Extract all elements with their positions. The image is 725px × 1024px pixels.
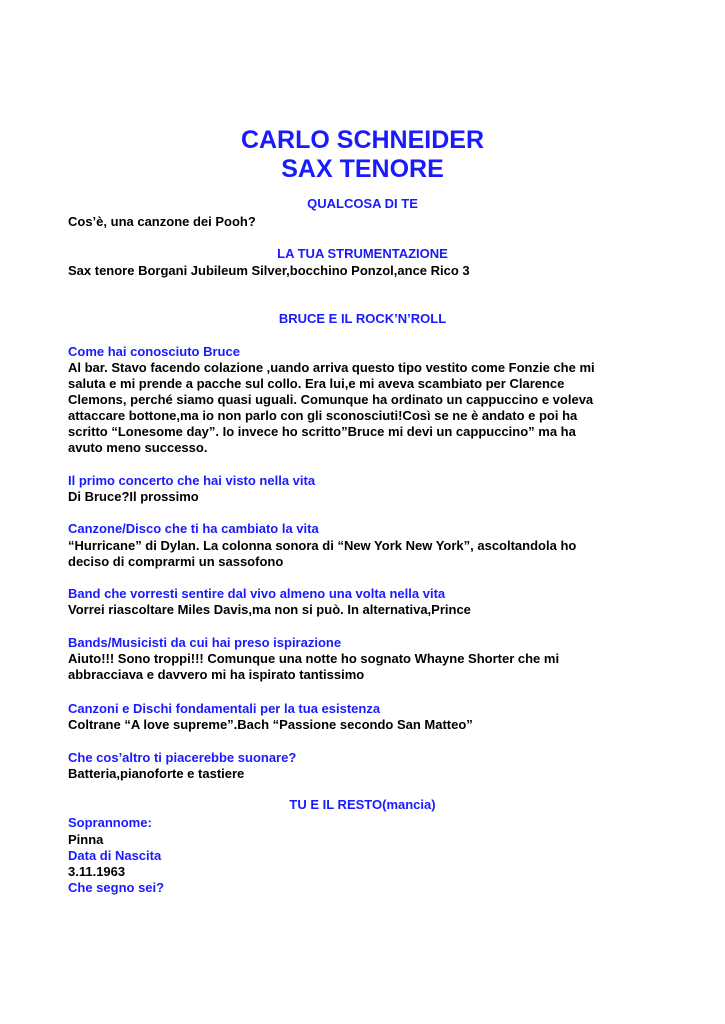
answer-4 [68, 602, 613, 618]
answer-1-line: Al bar. Stavo facendo colazione ,uando arriva questo tipo vestito come Fonzie che mi [68, 360, 595, 375]
heading-rest-sub: (mancia) [382, 797, 436, 812]
about-answer: Cos’è, una canzone dei Pooh? [68, 214, 256, 229]
answer-4-line: Vorrei riascoltare Miles Davis,ma non si può. In alternativa,Prince [68, 602, 471, 617]
question-3: Canzone/Disco che ti ha cambiato la vita [68, 521, 319, 536]
answer-5-line: Aiuto!!! Sono troppi!!! Comunque una notte ho sognato Whayne Shorter che mi [68, 651, 560, 666]
question-2: Il primo concerto che hai visto nella vita [68, 473, 316, 488]
answer-1-line: scritto “Lonesome day”. Io invece ho scritto”Bruce mi devi un cappuccino” ma ha [68, 424, 576, 439]
answer-6-line: Coltrane “A love supreme”.Bach “Passione secondo San Matteo” [68, 717, 473, 732]
answer-1 [68, 360, 613, 456]
answer-2 [68, 489, 613, 505]
gear-answer: Sax tenore Borgani Jubileum Silver,bocchino Ponzol,ance Rico 3 [68, 263, 470, 278]
sign-label: Che segno sei? [68, 880, 165, 895]
question-1: Come hai conosciuto Bruce [68, 344, 240, 359]
answer-6 [68, 717, 613, 733]
answer-3-line: “Hurricane” di Dylan. La colonna sonora di “New York New York”, ascoltandola ho [68, 538, 577, 553]
birth-label: Data di Nascita [68, 848, 162, 863]
answer-1-line: avuto meno successo. [68, 440, 208, 455]
title-instrument: SAX TENORE [281, 155, 444, 183]
nickname-label: Soprannome: [68, 815, 152, 830]
nickname-value: Pinna [68, 832, 104, 847]
heading-gear: LA TUA STRUMENTAZIONE [277, 246, 448, 261]
heading-about: QUALCOSA DI TE [307, 196, 418, 211]
answer-1-line: Clemons, perché siamo quasi uguali. Comunque ha ordinato un cappuccino e voleva [68, 392, 594, 407]
answer-1-line: attaccare bottone,ma io non parlo con gli sconosciuti!Così se ne è andato e poi ha [68, 408, 578, 423]
answer-5 [68, 651, 613, 683]
answer-3-line: deciso di comprarmi un sassofono [68, 554, 284, 569]
question-4: Band che vorresti sentire dal vivo almeno una volta nella vita [68, 586, 446, 601]
answer-7 [68, 766, 613, 782]
question-6: Canzoni e Dischi fondamentali per la tua esistenza [68, 701, 381, 716]
answer-1-line: saluta e mi prende a pacche sul collo. Era lui,e mi aveva scambiato per Clarence [68, 376, 565, 391]
question-5: Bands/Musicisti da cui hai preso ispirazione [68, 635, 342, 650]
answer-7-line: Batteria,pianoforte e tastiere [68, 766, 245, 781]
heading-rest [0, 797, 725, 813]
birth-value: 3.11.1963 [68, 864, 126, 879]
heading-bruce: BRUCE E IL ROCK’N’ROLL [278, 311, 447, 326]
title-name: CARLO SCHNEIDER [240, 126, 485, 154]
answer-3 [68, 538, 613, 570]
heading-rest-main: TU E IL RESTO [289, 797, 383, 812]
question-7: Che cos’altro ti piacerebbe suonare? [68, 750, 297, 765]
answer-2-line: Di Bruce?Il prossimo [68, 489, 199, 504]
answer-5-line: abbracciava e davvero mi ha ispirato tantissimo [68, 667, 365, 682]
